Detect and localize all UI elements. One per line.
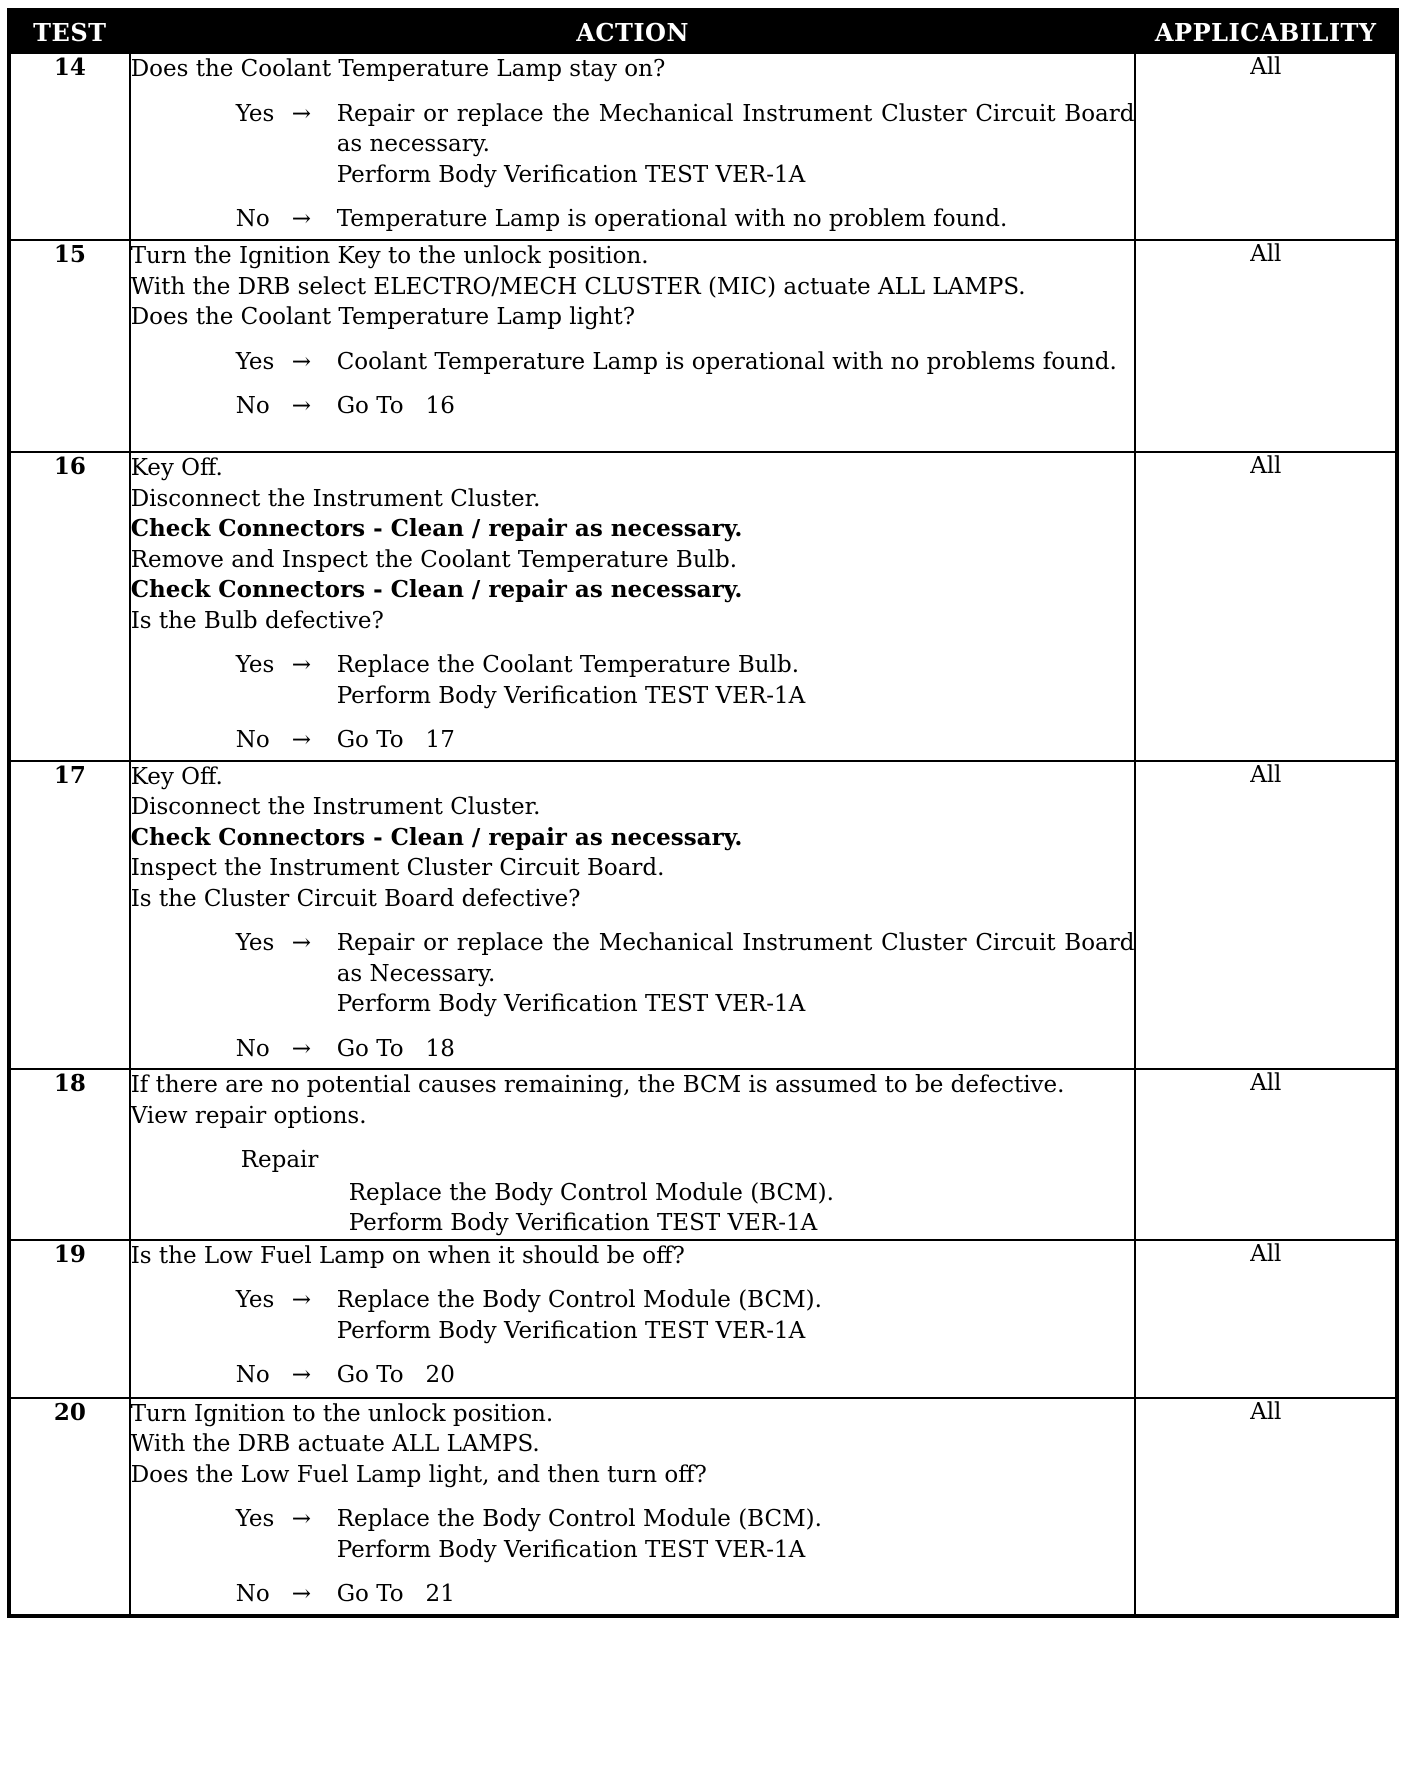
applicability-value: All bbox=[1135, 1398, 1397, 1616]
arrow-right-icon: → bbox=[291, 1035, 311, 1062]
action-line: With the DRB select ELECTRO/MECH CLUSTER (MIC) actuate ALL LAMPS. bbox=[130, 273, 1026, 300]
arrow-right-icon: → bbox=[291, 1287, 311, 1313]
action-line: Is the Bulb defective? bbox=[130, 607, 384, 634]
no-text: Go To 20 bbox=[336, 1362, 455, 1388]
yes-label: Yes bbox=[235, 1287, 275, 1313]
no-outcome bbox=[236, 725, 1135, 756]
yes-text-2: Perform Body Verification TEST VER-1A bbox=[336, 682, 806, 709]
no-label: No bbox=[235, 393, 270, 419]
action-line: Inspect the Instrument Cluster Circuit Board. bbox=[130, 855, 665, 881]
outcomes bbox=[236, 928, 1135, 1064]
header-test: TEST bbox=[9, 10, 130, 53]
action-line-bold: Check Connectors - Clean / repair as necessary. bbox=[130, 823, 743, 851]
no-text: Go To 21 bbox=[336, 1581, 455, 1607]
action-line: Does the Coolant Temperature Lamp stay on? bbox=[130, 56, 666, 82]
yes-label: Yes bbox=[235, 652, 275, 678]
repair-label: Repair bbox=[240, 1147, 319, 1173]
no-label: No bbox=[235, 1581, 270, 1607]
arrow-right-icon: → bbox=[291, 100, 311, 127]
action-line: Does the Coolant Temperature Lamp light? bbox=[130, 304, 636, 330]
action-cell bbox=[130, 53, 1136, 240]
table-header-row bbox=[9, 10, 1397, 53]
test-number: 15 bbox=[9, 240, 130, 452]
action-line: Key Off. bbox=[130, 455, 223, 481]
yes-text: Repair or replace the Mechanical Instrument Cluster Circuit Board as necessary. bbox=[336, 100, 1135, 157]
yes-text-2: Perform Body Verification TEST VER-1A bbox=[336, 1317, 806, 1344]
yes-outcome bbox=[236, 1504, 1135, 1565]
no-label: No bbox=[235, 1035, 270, 1062]
table-row-test-18 bbox=[9, 1069, 1397, 1240]
no-text: Go To 17 bbox=[336, 727, 455, 753]
no-text: Go To 18 bbox=[336, 1035, 455, 1062]
applicability-value: All bbox=[1135, 53, 1397, 240]
test-number: 20 bbox=[9, 1398, 130, 1616]
yes-outcome bbox=[236, 928, 1135, 1020]
no-outcome bbox=[236, 1034, 1135, 1065]
arrow-right-icon: → bbox=[291, 727, 311, 753]
applicability-value: All bbox=[1135, 1240, 1397, 1398]
header-applicability: APPLICABILITY bbox=[1135, 10, 1397, 53]
action-line: With the DRB actuate ALL LAMPS. bbox=[130, 1431, 540, 1457]
no-label: No bbox=[235, 206, 270, 232]
no-label: No bbox=[235, 727, 270, 753]
action-line: Does the Low Fuel Lamp light, and then turn off? bbox=[130, 1461, 707, 1488]
arrow-right-icon: → bbox=[291, 348, 311, 375]
arrow-right-icon: → bbox=[291, 1506, 311, 1532]
arrow-right-icon: → bbox=[291, 930, 311, 956]
table-row-test-14 bbox=[9, 53, 1397, 240]
action-line-bold: Check Connectors - Clean / repair as necessary. bbox=[130, 515, 743, 542]
test-number: 16 bbox=[9, 452, 130, 761]
table-row-test-15 bbox=[9, 240, 1397, 452]
yes-outcome bbox=[236, 650, 1135, 711]
repair-block bbox=[241, 1145, 1135, 1239]
no-outcome bbox=[236, 1579, 1135, 1610]
arrow-right-icon: → bbox=[291, 1581, 311, 1607]
action-line: If there are no potential causes remaining, the BCM is assumed to be defective. bbox=[130, 1072, 1065, 1098]
yes-text-block bbox=[337, 650, 1135, 711]
table-row-test-20 bbox=[9, 1398, 1397, 1616]
yes-label: Yes bbox=[235, 100, 275, 127]
arrow-right-icon: → bbox=[291, 206, 311, 232]
action-line: Disconnect the Instrument Cluster. bbox=[130, 794, 541, 820]
action-cell bbox=[130, 1069, 1136, 1240]
yes-text-block bbox=[337, 928, 1135, 1020]
arrow-right-icon: → bbox=[291, 652, 311, 678]
test-number: 14 bbox=[9, 53, 130, 240]
test-number: 17 bbox=[9, 761, 130, 1070]
no-label: No bbox=[235, 1362, 270, 1388]
arrow-right-icon: → bbox=[291, 393, 311, 419]
action-cell bbox=[130, 1240, 1136, 1398]
action-line: Is the Low Fuel Lamp on when it should be off? bbox=[130, 1242, 685, 1269]
action-cell bbox=[130, 240, 1136, 452]
yes-text-2: Perform Body Verification TEST VER-1A bbox=[336, 991, 806, 1017]
no-outcome bbox=[236, 391, 1135, 422]
applicability-value: All bbox=[1135, 1069, 1397, 1240]
yes-label: Yes bbox=[235, 1506, 275, 1532]
test-number: 18 bbox=[9, 1069, 130, 1240]
yes-outcome bbox=[236, 99, 1135, 191]
yes-outcome bbox=[236, 1285, 1135, 1346]
yes-text: Replace the Coolant Temperature Bulb. bbox=[336, 652, 800, 678]
no-outcome bbox=[236, 204, 1135, 235]
applicability-value: All bbox=[1135, 761, 1397, 1070]
table-row-test-17 bbox=[9, 761, 1397, 1070]
arrow-right-icon: → bbox=[291, 1362, 311, 1388]
table-row-test-16 bbox=[9, 452, 1397, 761]
action-line: Disconnect the Instrument Cluster. bbox=[130, 485, 541, 512]
action-line: Is the Cluster Circuit Board defective? bbox=[130, 885, 581, 912]
action-line: Key Off. bbox=[130, 763, 223, 790]
yes-text-2: Perform Body Verification TEST VER-1A bbox=[336, 1536, 806, 1563]
outcomes bbox=[236, 99, 1135, 235]
yes-text-block bbox=[337, 1285, 1135, 1346]
action-cell bbox=[130, 1398, 1136, 1616]
test-number: 19 bbox=[9, 1240, 130, 1398]
repair-line: Perform Body Verification TEST VER-1A bbox=[348, 1210, 818, 1236]
applicability-value: All bbox=[1135, 240, 1397, 452]
diagnostic-test-table-sheet bbox=[7, 8, 1399, 1618]
yes-outcome bbox=[236, 347, 1135, 378]
repair-lines bbox=[349, 1178, 1135, 1239]
yes-text-block bbox=[337, 1504, 1135, 1565]
action-line: Turn the Ignition Key to the unlock position. bbox=[130, 243, 649, 269]
yes-text: Coolant Temperature Lamp is operational with no problems found. bbox=[336, 348, 1117, 375]
applicability-value: All bbox=[1135, 452, 1397, 761]
yes-text-2: Perform Body Verification TEST VER-1A bbox=[336, 161, 806, 188]
repair-line: Replace the Body Control Module (BCM). bbox=[348, 1179, 834, 1206]
yes-text: Repair or replace the Mechanical Instrument Cluster Circuit Board as Necessary. bbox=[336, 930, 1135, 987]
yes-label: Yes bbox=[235, 348, 275, 375]
outcomes bbox=[236, 1504, 1135, 1610]
outcomes bbox=[236, 347, 1135, 422]
action-cell bbox=[130, 452, 1136, 761]
no-text: Go To 16 bbox=[336, 393, 455, 419]
table-row-test-19 bbox=[9, 1240, 1397, 1398]
yes-text: Replace the Body Control Module (BCM). bbox=[336, 1287, 822, 1313]
yes-text: Replace the Body Control Module (BCM). bbox=[336, 1506, 822, 1532]
no-outcome bbox=[236, 1360, 1135, 1391]
action-line: View repair options. bbox=[130, 1102, 367, 1129]
action-line: Remove and Inspect the Coolant Temperature Bulb. bbox=[130, 546, 738, 573]
header-action: ACTION bbox=[130, 10, 1136, 53]
action-line: Turn Ignition to the unlock position. bbox=[130, 1400, 554, 1427]
diagnostic-test-table bbox=[7, 8, 1399, 1618]
outcomes bbox=[236, 650, 1135, 756]
outcomes bbox=[236, 1285, 1135, 1391]
yes-text-block bbox=[337, 99, 1135, 191]
no-text: Temperature Lamp is operational with no problem found. bbox=[336, 206, 1008, 232]
action-line-bold: Check Connectors - Clean / repair as necessary. bbox=[130, 576, 743, 603]
yes-label: Yes bbox=[235, 930, 275, 956]
action-cell bbox=[130, 761, 1136, 1070]
